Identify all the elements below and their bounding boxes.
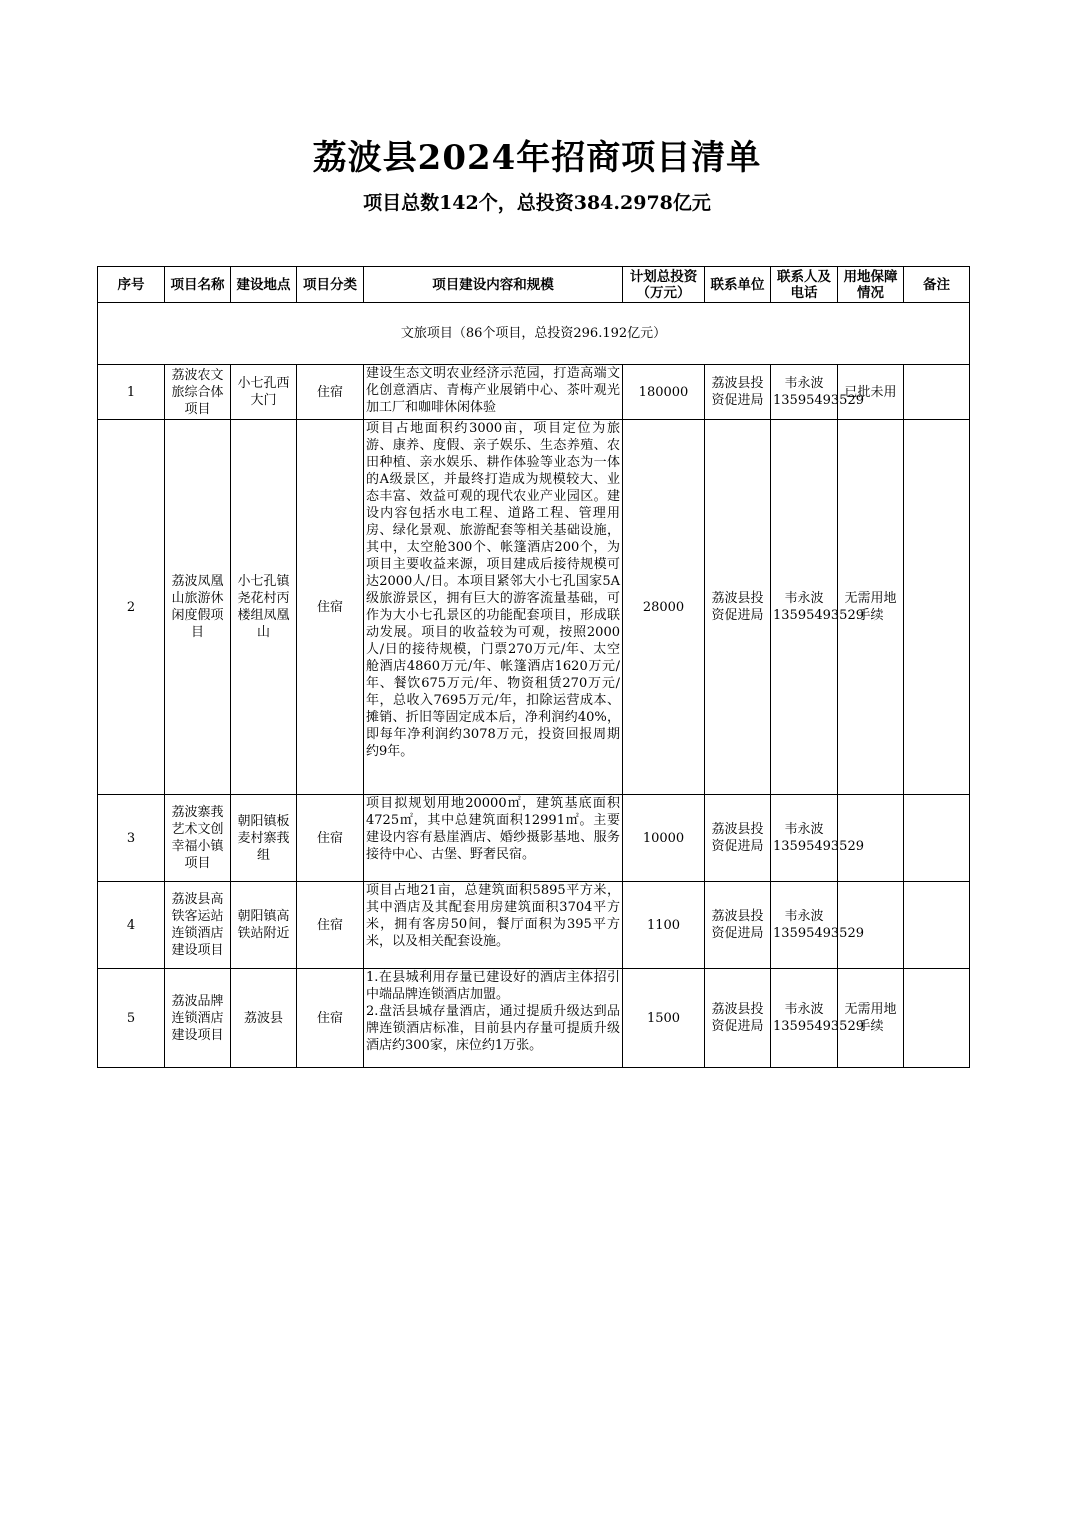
cell-contact: 韦永波13595493529 <box>771 365 838 420</box>
header-location: 建设地点 <box>231 267 297 303</box>
cell-location: 小七孔镇尧花村丙楼组凤凰山 <box>231 420 297 795</box>
page-subtitle: 项目总数142个，总投资384.2978亿元 <box>363 192 711 214</box>
cell-seq: 2 <box>98 420 165 795</box>
cell-investment: 180000 <box>623 365 705 420</box>
cell-category: 住宿 <box>297 365 364 420</box>
header-unit: 联系单位 <box>705 267 771 303</box>
cell-category: 住宿 <box>297 969 364 1068</box>
cell-investment: 28000 <box>623 420 705 795</box>
cell-location: 荔波县 <box>231 969 297 1068</box>
cell-land: 已批未用 <box>838 365 904 420</box>
cell-name: 荔波品牌连锁酒店建设项目 <box>165 969 231 1068</box>
header-category: 项目分类 <box>297 267 364 303</box>
cell-unit: 荔波县投资促进局 <box>705 365 771 420</box>
cell-seq: 3 <box>98 795 165 882</box>
cell-location: 朝阳镇高铁站附近 <box>231 882 297 969</box>
table-row <box>98 795 970 882</box>
cell-investment: 1100 <box>623 882 705 969</box>
cell-location: 小七孔西大门 <box>231 365 297 420</box>
cell-investment: 1500 <box>623 969 705 1068</box>
cell-contact: 韦永波13595493529 <box>771 882 838 969</box>
header-contact: 联系人及电话 <box>771 267 838 303</box>
cell-location: 朝阳镇板麦村寨莪组 <box>231 795 297 882</box>
cell-name: 荔波农文旅综合体项目 <box>165 365 231 420</box>
cell-remark <box>904 882 970 969</box>
cell-investment: 10000 <box>623 795 705 882</box>
cell-land: 无需用地手续 <box>838 420 904 795</box>
header-name: 项目名称 <box>165 267 231 303</box>
cell-seq: 1 <box>98 365 165 420</box>
project-table <box>97 266 970 1068</box>
cell-category: 住宿 <box>297 795 364 882</box>
table-row <box>98 365 970 420</box>
header-seq: 序号 <box>98 267 165 303</box>
table-row <box>98 420 970 795</box>
cell-seq: 4 <box>98 882 165 969</box>
cell-unit: 荔波县投资促进局 <box>705 795 771 882</box>
cell-contact: 韦永波13595493529 <box>771 420 838 795</box>
cell-category: 住宿 <box>297 420 364 795</box>
cell-content: 项目占地21亩，总建筑面积5895平方米，其中酒店及其配套用房建筑面积3704平方米，拥有客房50间，餐厅面积为395平方米，以及相关配套设施。 <box>364 882 623 969</box>
cell-content: 项目拟规划用地20000㎡，建筑基底面积4725㎡，其中总建筑面积12991㎡。主要建设内容有悬崖酒店、婚纱摄影基地、服务接待中心、古堡、野奢民宿。 <box>364 795 623 882</box>
cell-name: 荔波县高铁客运站连锁酒店建设项目 <box>165 882 231 969</box>
cell-unit: 荔波县投资促进局 <box>705 969 771 1068</box>
header-remark: 备注 <box>904 267 970 303</box>
cell-remark <box>904 420 970 795</box>
header-investment: 计划总投资（万元） <box>623 267 705 303</box>
cell-unit: 荔波县投资促进局 <box>705 420 771 795</box>
section-title: 文旅项目（86个项目，总投资296.192亿元） <box>98 303 970 365</box>
section-row <box>98 303 970 365</box>
table-header-row <box>98 267 970 303</box>
cell-contact: 韦永波13595493529 <box>771 795 838 882</box>
table-row <box>98 969 970 1068</box>
table-row <box>98 882 970 969</box>
cell-name: 荔波寨莪艺术文创幸福小镇项目 <box>165 795 231 882</box>
cell-content: 1.在县城利用存量已建设好的酒店主体招引中端品牌连锁酒店加盟。 2.盘活县城存量酒店，通过提质升级达到品牌连锁酒店标准，目前县内存量可提质升级酒店约300家，床位约1万张。 <box>364 969 623 1068</box>
cell-content: 建设生态文明农业经济示范园，打造高端文化创意酒店、青梅产业展销中心、茶叶观光加工厂和咖啡休闲体验 <box>364 365 623 420</box>
cell-remark <box>904 795 970 882</box>
cell-content: 项目占地面积约3000亩，项目定位为旅游、康养、度假、亲子娱乐、生态养殖、农田种植、亲水娱乐、耕作体验等业态为一体的A级景区，并最终打造成为规模较大、业态丰富、效益可观的现代农业产业园区。建设内容包括水电工程、道路工程、管理用房、绿化景观、旅游配套等相关基础设施，其中，太空舱300个、帐篷酒店200个，为项目主要收益来源，项目建成后接待规模可达2000人/日。本项目紧邻大小七孔国家5A级旅游景区，拥有巨大的游客流量基础，可作为大小七孔景区的功能配套项目，形成联动发展。项目的收益较为可观，按照2000人/日的接待规模，门票270万元/年、太空舱酒店4860万元/年、帐篷酒店1620万元/年、餐饮675万元/年、物资租赁270万元/年，总收入7695万元/年，扣除运营成本、摊销、折旧等固定成本后，净利润约40%，即每年净利润约3078万元，投资回报周期约9年。 <box>364 420 623 795</box>
header-land: 用地保障情况 <box>838 267 904 303</box>
cell-contact: 韦永波13595493529 <box>771 969 838 1068</box>
cell-land <box>838 882 904 969</box>
cell-name: 荔波凤凰山旅游休闲度假项目 <box>165 420 231 795</box>
page-title: 荔波县2024年招商项目清单 <box>312 138 762 178</box>
cell-land <box>838 795 904 882</box>
cell-unit: 荔波县投资促进局 <box>705 882 771 969</box>
cell-seq: 5 <box>98 969 165 1068</box>
cell-category: 住宿 <box>297 882 364 969</box>
cell-remark <box>904 365 970 420</box>
cell-land: 无需用地手续 <box>838 969 904 1068</box>
cell-remark <box>904 969 970 1068</box>
header-content: 项目建设内容和规模 <box>364 267 623 303</box>
